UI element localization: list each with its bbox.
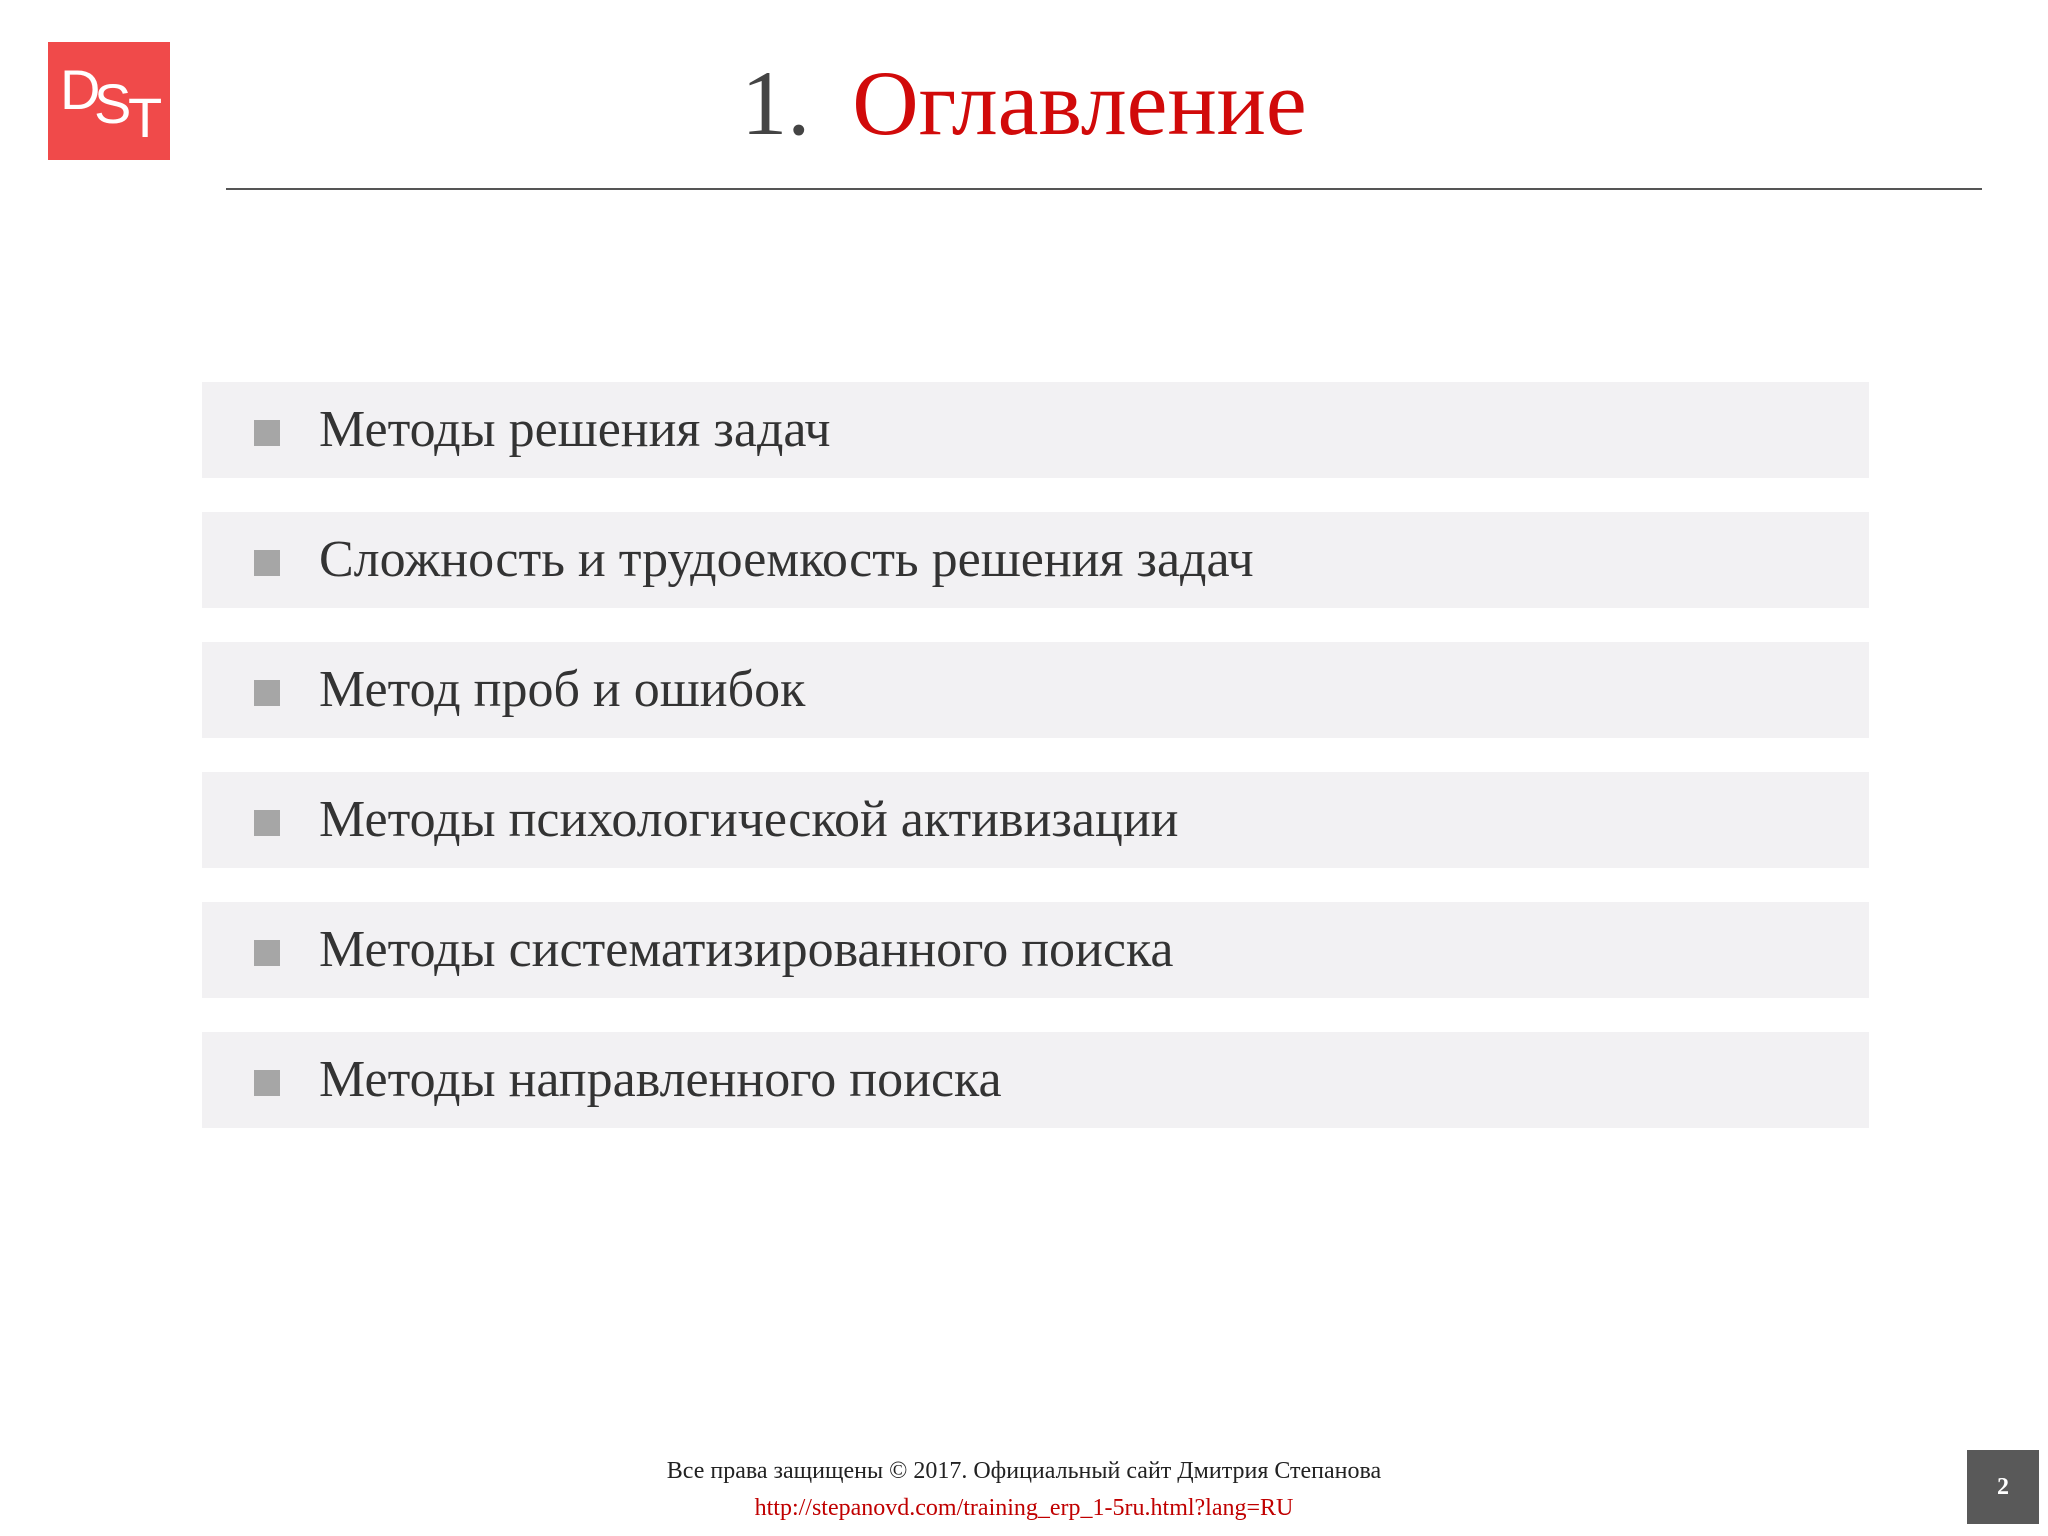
page-number: 2 [1967,1450,2039,1524]
toc-item [202,772,1869,868]
square-bullet-icon [254,680,280,706]
square-bullet-icon [254,940,280,966]
logo-letter-d: D [60,58,101,121]
page-title [0,48,2048,158]
square-bullet-icon [254,810,280,836]
square-bullet-icon [254,1070,280,1096]
section-number: 1. [741,52,811,154]
toc-item [202,642,1869,738]
toc-item [202,512,1869,608]
toc-item [202,382,1869,478]
logo-letter-s: S [94,72,132,135]
toc-item [202,902,1869,998]
toc-item-label: Методы систематизированного поиска [319,921,1174,978]
toc-item-label: Методы решения задач [319,401,831,458]
toc-item [202,1032,1869,1128]
square-bullet-icon [254,550,280,576]
logo-letter-t: T [128,86,163,149]
footer-link[interactable]: http://stepanovd.com/training_erp_1-5ru.html?lang=RU [754,1495,1294,1521]
title-divider [226,188,1982,190]
square-bullet-icon [254,420,280,446]
table-of-contents [202,382,1869,1162]
section-title: Оглавление [852,52,1307,154]
toc-item-label: Методы направленного поиска [319,1051,1002,1108]
toc-item-label: Сложность и трудоемкость решения задач [319,531,1254,588]
toc-item-label: Метод проб и ошибок [319,661,806,718]
toc-item-label: Методы психологической активизации [319,791,1179,848]
footer-copyright: Все права защищены © 2017. Официальный сайт Дмитрия Степанова [666,1458,1382,1484]
